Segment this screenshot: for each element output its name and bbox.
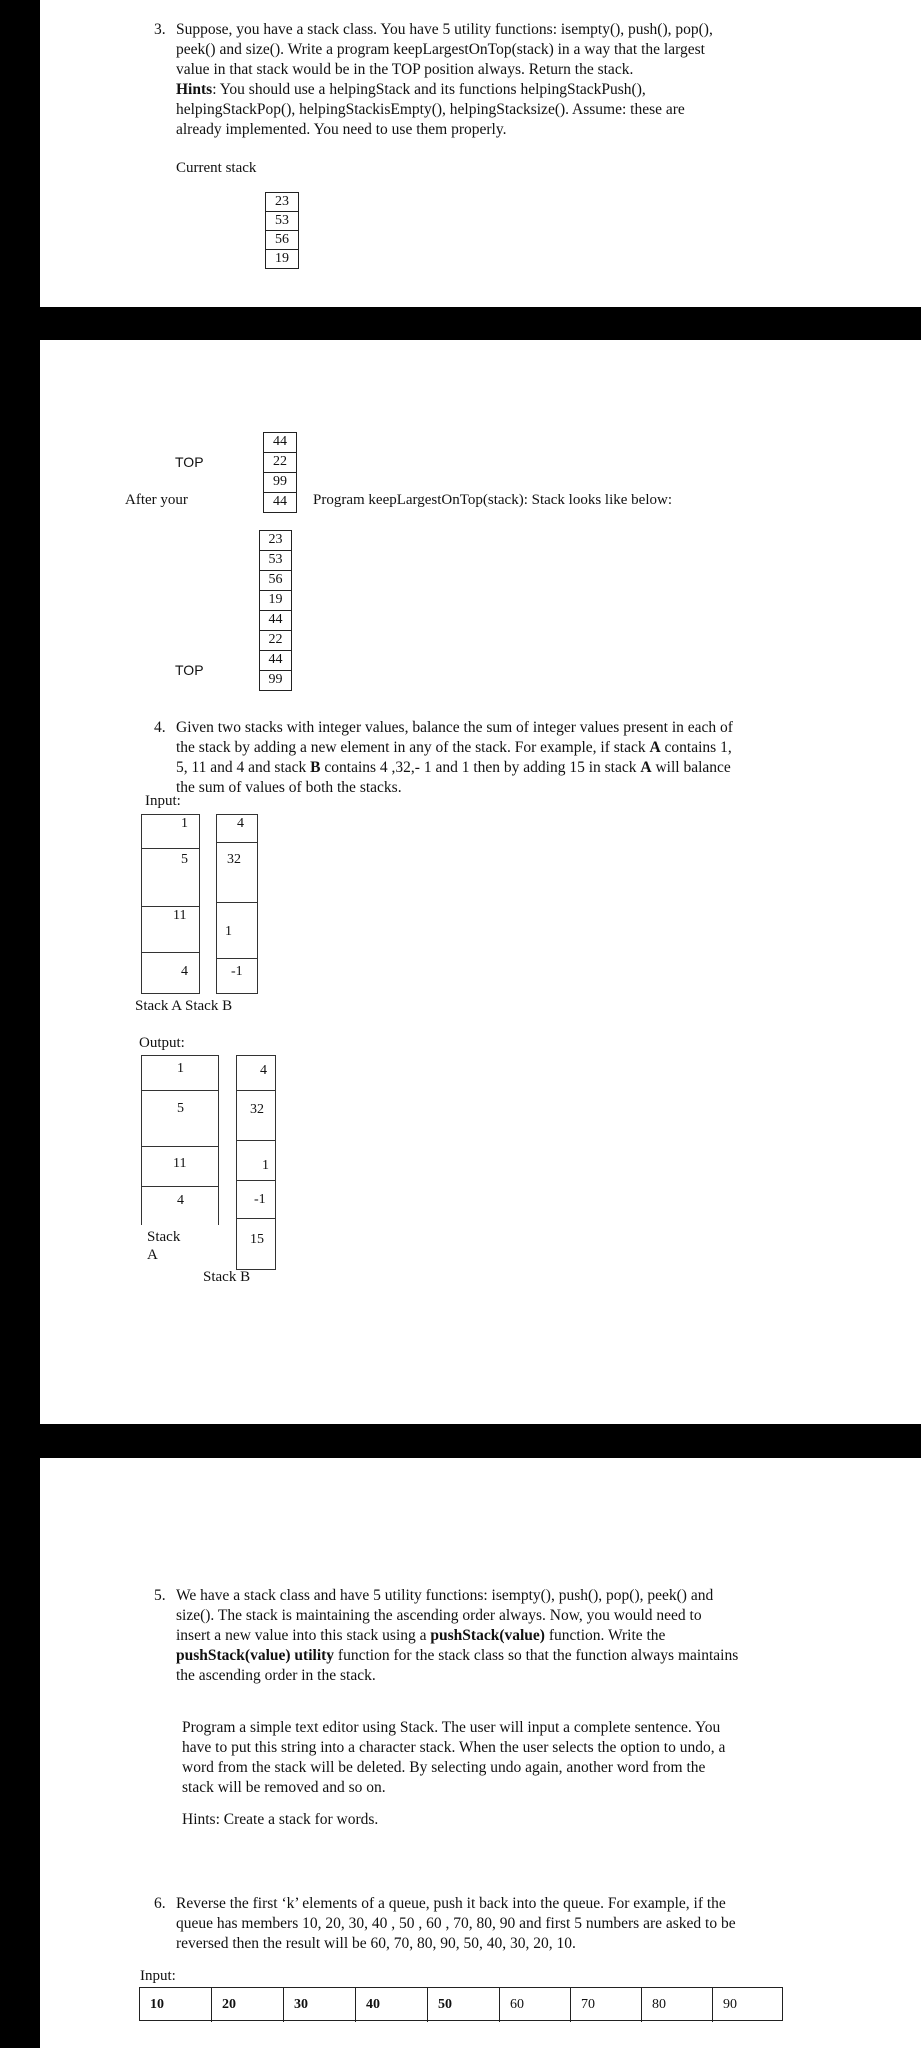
panel-question-3 [40,0,921,307]
divider [236,1180,276,1181]
text-line: already implemented. You need to use them properly. [176,121,507,138]
text-line: Hints: Create a stack for words. [182,1811,379,1828]
text-line: size(). The stack is maintaining the ascending order always. Now, you would need to [176,1607,702,1624]
text-line: helpingStackPop(), helpingStackisEmpty(), helpingStacksize(). Assume: these are [176,101,685,118]
output-label: Output: [139,1035,185,1051]
divider [141,1186,219,1187]
input-label: Input: [140,1968,176,1984]
text-line: stack will be removed and so on. [182,1779,386,1796]
after-label: After your [125,492,188,508]
stack-cell: 56 [259,570,292,591]
text-line: the stack by adding a new element in any of the stack. For example, if stack A contains 1, [176,739,732,756]
text-line: value in that stack would be in the TOP position always. Return the stack. [176,61,634,78]
question-3-text [154,20,786,140]
question-number: 5. [154,1587,166,1604]
queue-cell: 10 [140,1988,212,2022]
top-label: TOP [175,454,204,470]
text-line: peek() and size(). Write a program keepLargestOnTop(stack) in a way that the largest [176,41,705,58]
stack-cell: 22 [263,452,297,473]
stack-cell: 99 [259,670,292,691]
stack-value: 5 [181,852,188,867]
divider [141,1146,219,1147]
queue-cell: 50 [428,1988,500,2022]
queue-cell: 70 [571,1988,642,2022]
program-label: Program keepLargestOnTop(stack): Stack looks like below: [313,492,673,508]
stack-cell: 19 [259,590,292,611]
text-line: pushStack(value) utility function for the stack class so that the function always maintains [176,1647,739,1664]
stack-cell: 19 [265,249,299,269]
text-line: Reverse the first ‘k’ elements of a queue, push it back into the queue. For example, if the [176,1895,726,1912]
stack-value: 4 [181,964,188,979]
top-label: TOP [175,662,204,678]
stack-value: -1 [254,1192,266,1207]
queue-cell: 40 [356,1988,428,2022]
text-line: 5, 11 and 4 and stack B contains 4 ,32,- 1 and 1 then by adding 15 in stack A will balance [176,759,731,776]
stack-value: 32 [227,852,241,867]
divider [216,902,258,903]
question-number: 3. [154,21,166,38]
text-line: the sum of values of both the stacks. [176,779,402,796]
current-stack-label: Current stack [176,160,257,176]
divider [141,1090,219,1091]
stack-value: 4 [177,1193,184,1208]
text-line: Suppose, you have a stack class. You have 5 utility functions: isempty(), push(), pop(), [176,21,713,38]
text-line: the ascending order in the stack. [176,1667,376,1684]
question-number: 4. [154,719,166,736]
stack-cell: 56 [265,230,299,250]
queue-cell: 30 [284,1988,356,2022]
text-line: word from the stack will be deleted. By selecting undo again, another word from the [182,1759,706,1776]
text-line: We have a stack class and have 5 utility functions: isempty(), push(), pop(), peek() and [176,1587,714,1604]
question-6-text [154,1894,816,1954]
text-line [176,80,786,100]
input-label: Input: [145,793,181,809]
stack-caption: Stack A Stack B [135,998,233,1014]
stack-cell: 44 [259,650,292,671]
stack-cell: 53 [259,550,292,571]
stack-value: 5 [177,1101,184,1116]
panel-question-4 [40,340,921,1424]
queue-cell: 80 [642,1988,713,2022]
stack-value: -1 [231,964,243,979]
text-line: reversed then the result will be 60, 70, 80, 90, 50, 40, 30, 20, 10. [176,1935,576,1952]
stack-cell: 99 [263,472,297,493]
stack-cell: 44 [263,432,297,453]
stack-caption: A [147,1247,158,1263]
divider [236,1218,276,1219]
stack-cell: 44 [263,492,297,513]
queue-cell: 60 [500,1988,571,2022]
stack-value: 15 [250,1232,264,1247]
stack-cell: 22 [259,630,292,651]
stack-cell: 23 [259,530,292,551]
divider [141,906,200,907]
stack-caption: Stack B [203,1269,251,1285]
stack-cell: 53 [265,211,299,231]
stack-value: 1 [262,1158,269,1173]
divider [236,1090,276,1091]
text-editor-task [182,1718,802,1830]
stack-value: 32 [250,1102,264,1117]
queue-cell: 90 [723,1997,737,2012]
question-4-text [154,718,806,798]
hints-text: : You should use a helpingStack and its functions helpingStackPush(), [212,81,646,98]
divider [216,958,258,959]
text-line: Given two stacks with integer values, balance the sum of integer values present in each of [176,719,733,736]
stack-value: 1 [177,1061,184,1076]
stack-value: 11 [173,908,187,923]
stack-value: 4 [260,1063,267,1078]
queue-table [139,1987,783,2021]
hints-label: Hints [176,81,213,98]
question-5-text [154,1586,821,1686]
stack-value: 11 [173,1156,187,1171]
text-line: Program a simple text editor using Stack. The user will input a complete sentence. You [182,1719,721,1736]
stack-caption: Stack [147,1229,181,1245]
queue-cell: 20 [212,1988,284,2022]
stack-value: 1 [225,924,232,939]
question-number: 6. [154,1895,166,1912]
stack-a-input [141,814,200,994]
text-line: insert a new value into this stack using a pushStack(value) function. Write the [176,1627,666,1644]
stack-value: 1 [181,816,188,831]
text-line: queue has members 10, 20, 30, 40 , 50 , 60 , 70, 80, 90 and first 5 numbers are asked to be [176,1915,736,1932]
divider [141,952,200,953]
stack-cell: 23 [265,192,299,212]
panel-question-5-6 [40,1458,921,2048]
text-line: have to put this string into a character stack. When the user selects the option to undo, a [182,1739,726,1756]
divider [216,842,258,843]
stack-value: 4 [237,816,244,831]
divider [236,1140,276,1141]
divider [141,848,200,849]
stack-cell: 44 [259,610,292,631]
